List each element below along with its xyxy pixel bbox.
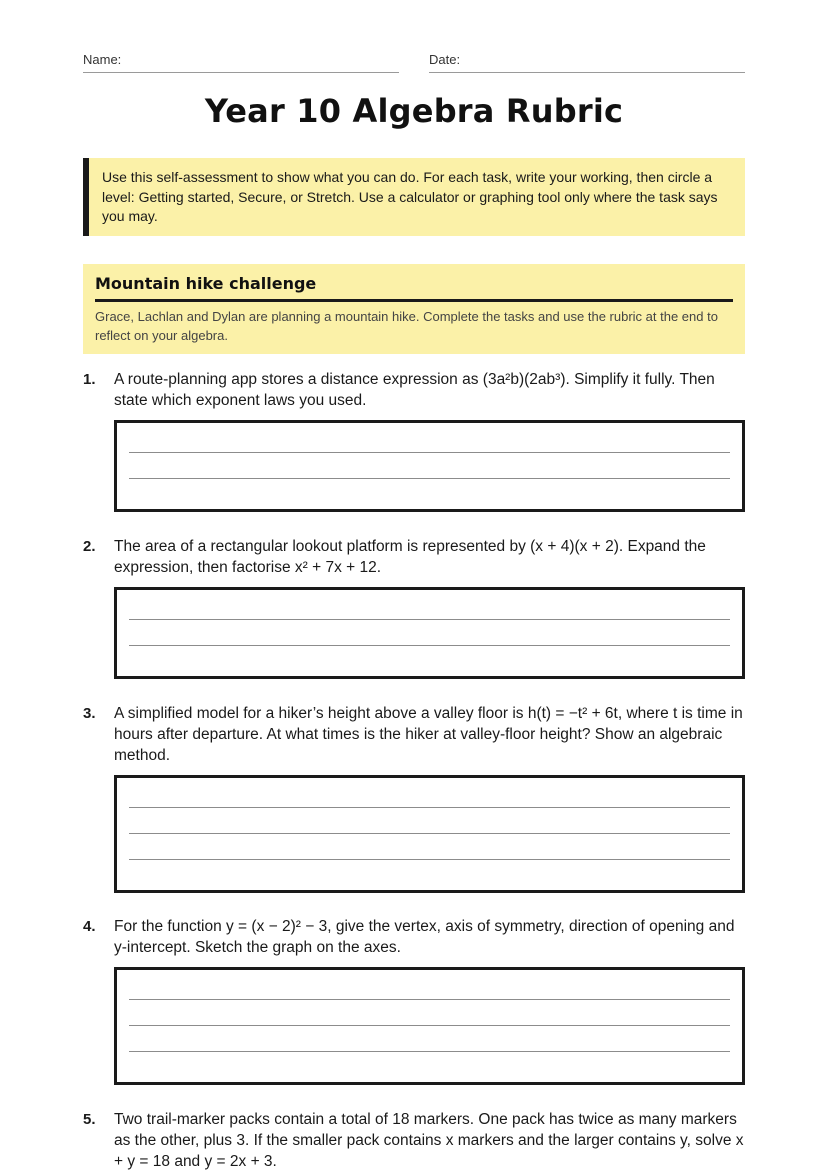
question-text: A simplified model for a hiker’s height above a valley floor is h(t) = −t² + 6t, where t is time in hours after departure. At what times is the hiker at valley-floor height? Show an algebraic method. xyxy=(114,705,743,764)
answer-box[interactable] xyxy=(114,587,745,679)
answer-box[interactable] xyxy=(114,420,745,512)
name-field[interactable] xyxy=(83,52,399,73)
section-header xyxy=(83,264,745,354)
question-number: 3. xyxy=(83,705,96,722)
name-label: Name: xyxy=(83,52,122,67)
answer-box[interactable] xyxy=(114,967,745,1085)
answer-line xyxy=(129,1051,730,1052)
answer-line xyxy=(129,619,730,620)
answer-line xyxy=(129,645,730,646)
answer-line xyxy=(129,452,730,453)
student-details-row xyxy=(83,52,745,74)
question-number: 4. xyxy=(83,918,96,935)
question-text: For the function y = (x − 2)² − 3, give the vertex, axis of symmetry, direction of opening and y-intercept. Sketch the graph on the axes. xyxy=(114,918,735,956)
instructions-callout: Use this self-assessment to show what you can do. For each task, write your working, then circle a level: Getting started, Secure, or Stretch. Use a calculator or graphing tool only where the task says you may. xyxy=(83,158,745,236)
date-label: Date: xyxy=(429,52,461,67)
question-text: A route-planning app stores a distance expression as (3a²b)(2ab³). Simplify it fully. Then state which exponent laws you used. xyxy=(114,371,715,409)
page-title: Year 10 Algebra Rubric xyxy=(204,92,624,130)
question-number: 1. xyxy=(83,371,96,388)
question-text: The area of a rectangular lookout platform is represented by (x + 4)(x + 2). Expand the expression, then factorise x² + 7x + 12. xyxy=(114,538,706,576)
answer-line xyxy=(129,999,730,1000)
answer-line xyxy=(129,478,730,479)
question-text: Two trail-marker packs contain a total of 18 markers. One pack has twice as many markers as the other, plus 3. If the smaller pack contains x markers and the larger contains y, solve x + y = 18 and y = 2x + 3. xyxy=(114,1111,744,1170)
answer-line xyxy=(129,1025,730,1026)
question-number: 5. xyxy=(83,1111,96,1128)
answer-box[interactable] xyxy=(114,775,745,893)
answer-line xyxy=(129,833,730,834)
answer-line xyxy=(129,807,730,808)
answer-line xyxy=(129,859,730,860)
question-number: 2. xyxy=(83,538,96,555)
section-description: Grace, Lachlan and Dylan are planning a mountain hike. Complete the tasks and use the rubric at the end to reflect on your algebra. xyxy=(95,309,718,343)
date-field[interactable] xyxy=(429,52,745,73)
section-title: Mountain hike challenge xyxy=(95,274,733,302)
